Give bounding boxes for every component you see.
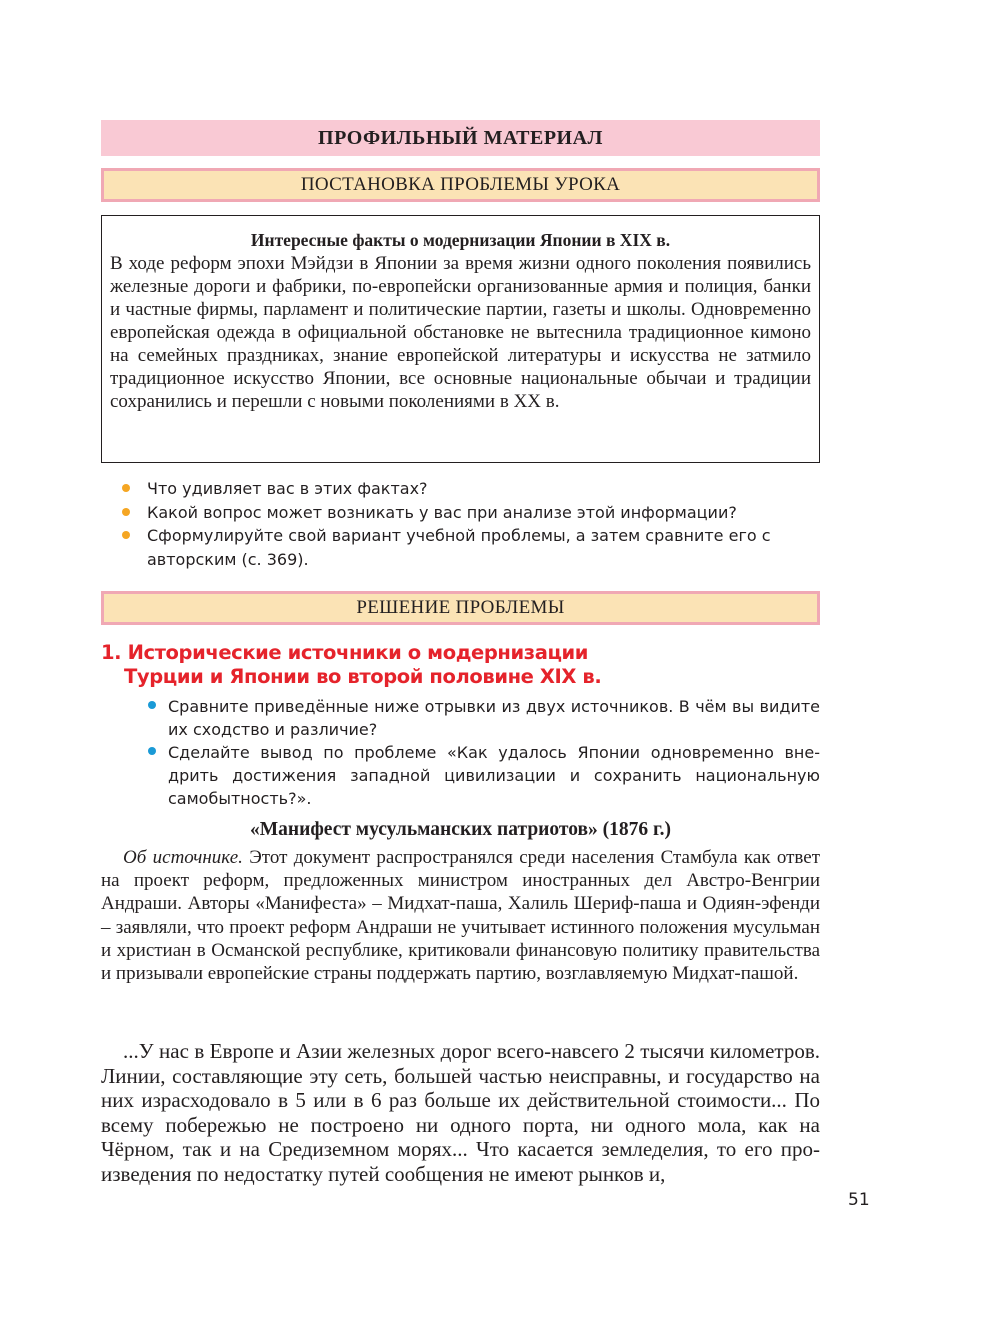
task-text: Сравните приведённые ниже отрывки из двух источников. В чём вы видите их сходство и различие? (168, 697, 820, 739)
list-item (147, 741, 820, 810)
question-text: Что удивляет вас в этих фактах? (147, 479, 428, 498)
source-title: «Манифест мусульманских патриотов» (1876 г.) (249, 819, 672, 840)
source-description (101, 846, 820, 985)
page-number: 51 (848, 1190, 870, 1210)
list-item (120, 501, 825, 525)
solution-header: РЕШЕНИЕ ПРОБЛЕМЫ (101, 591, 820, 625)
bullet-icon (122, 508, 130, 516)
problem-statement-header: ПОСТАНОВКА ПРОБЛЕМЫ УРОКА (101, 168, 820, 202)
tasks-list (147, 695, 820, 810)
source-label: Об источнике. (123, 847, 243, 868)
list-item (120, 477, 825, 501)
section-heading (101, 641, 821, 689)
facts-box (101, 215, 820, 463)
facts-text: В ходе реформ эпохи Мэйдзи в Японии за время жизни одного поколения появились железные дороги и фабрики, по-европейски организованные армия и полиция, банки и частные фирмы, парламент и политические партии, газеты и школы. Одновременно европейская одежда в официальной обстановке не вытеснила традиционное кимоно на семейных праздниках, знание европейской литературы и искусства не затмило традиционное искусство Японии, все основные национальные обычаи и традиции сохранились и перешли с новыми поколениями в XX в. (110, 253, 811, 412)
source-quote: ...У нас в Европе и Азии железных дорог всего-навсего 2 тысячи километров. Линии, составляющие эту сеть, большей частью неисправны, и государство на них израсходовало в 5 или в 6 раз больше их действительной стоимости... По всему побережью не построено ни одного порта, ни одного мола, как на Чёрном, так и на Средиземном морях... Что касается земледелия, то его произведения по недостатку путей сообщения не имеют рынков и, (101, 1039, 820, 1186)
bullet-icon (148, 747, 156, 755)
bullet-icon (122, 531, 130, 539)
section-heading-line1: 1. Исторические источники о модернизации (101, 641, 589, 664)
section-heading-line2: Турции и Японии во второй половине XIX в. (124, 665, 602, 688)
questions-list (120, 477, 825, 571)
source-description-text: Этот документ распространялся среди населения Стамбула как ответ на проект реформ, предложенных министром иностранных дел Австро-Венгрии Андраши. Авторы «Манифеста» – Мидхат-паша, Халиль Шериф-паша и Одиян-эфенди – заявляли, что проект реформ Андраши не учитывает истинного положения мусульман и христиан в Османской республике, критиковали финансовую политику правительства и призывали европейские страны поддержать партию, возглавляемую Мидхат-пашой. (101, 847, 820, 985)
question-text: Сформулируйте свой вариант учебной проблемы, а затем сравните его с авторским (с. 369). (147, 526, 771, 569)
list-item (147, 695, 820, 741)
bullet-icon (148, 701, 156, 709)
profile-material-header: ПРОФИЛЬНЫЙ МАТЕРИАЛ (101, 120, 820, 156)
bullet-icon (122, 484, 130, 492)
list-item (120, 524, 825, 571)
facts-title: Интересные факты о модернизации Японии в XIX в. (250, 230, 671, 250)
task-text: Сделайте вывод по проблеме «Как удалось Японии одновременно внедрить достижения западной цивилизации и сохранить национальную самобытность?». (168, 743, 820, 808)
question-text: Какой вопрос может возникать у вас при анализе этой информации? (147, 502, 737, 522)
